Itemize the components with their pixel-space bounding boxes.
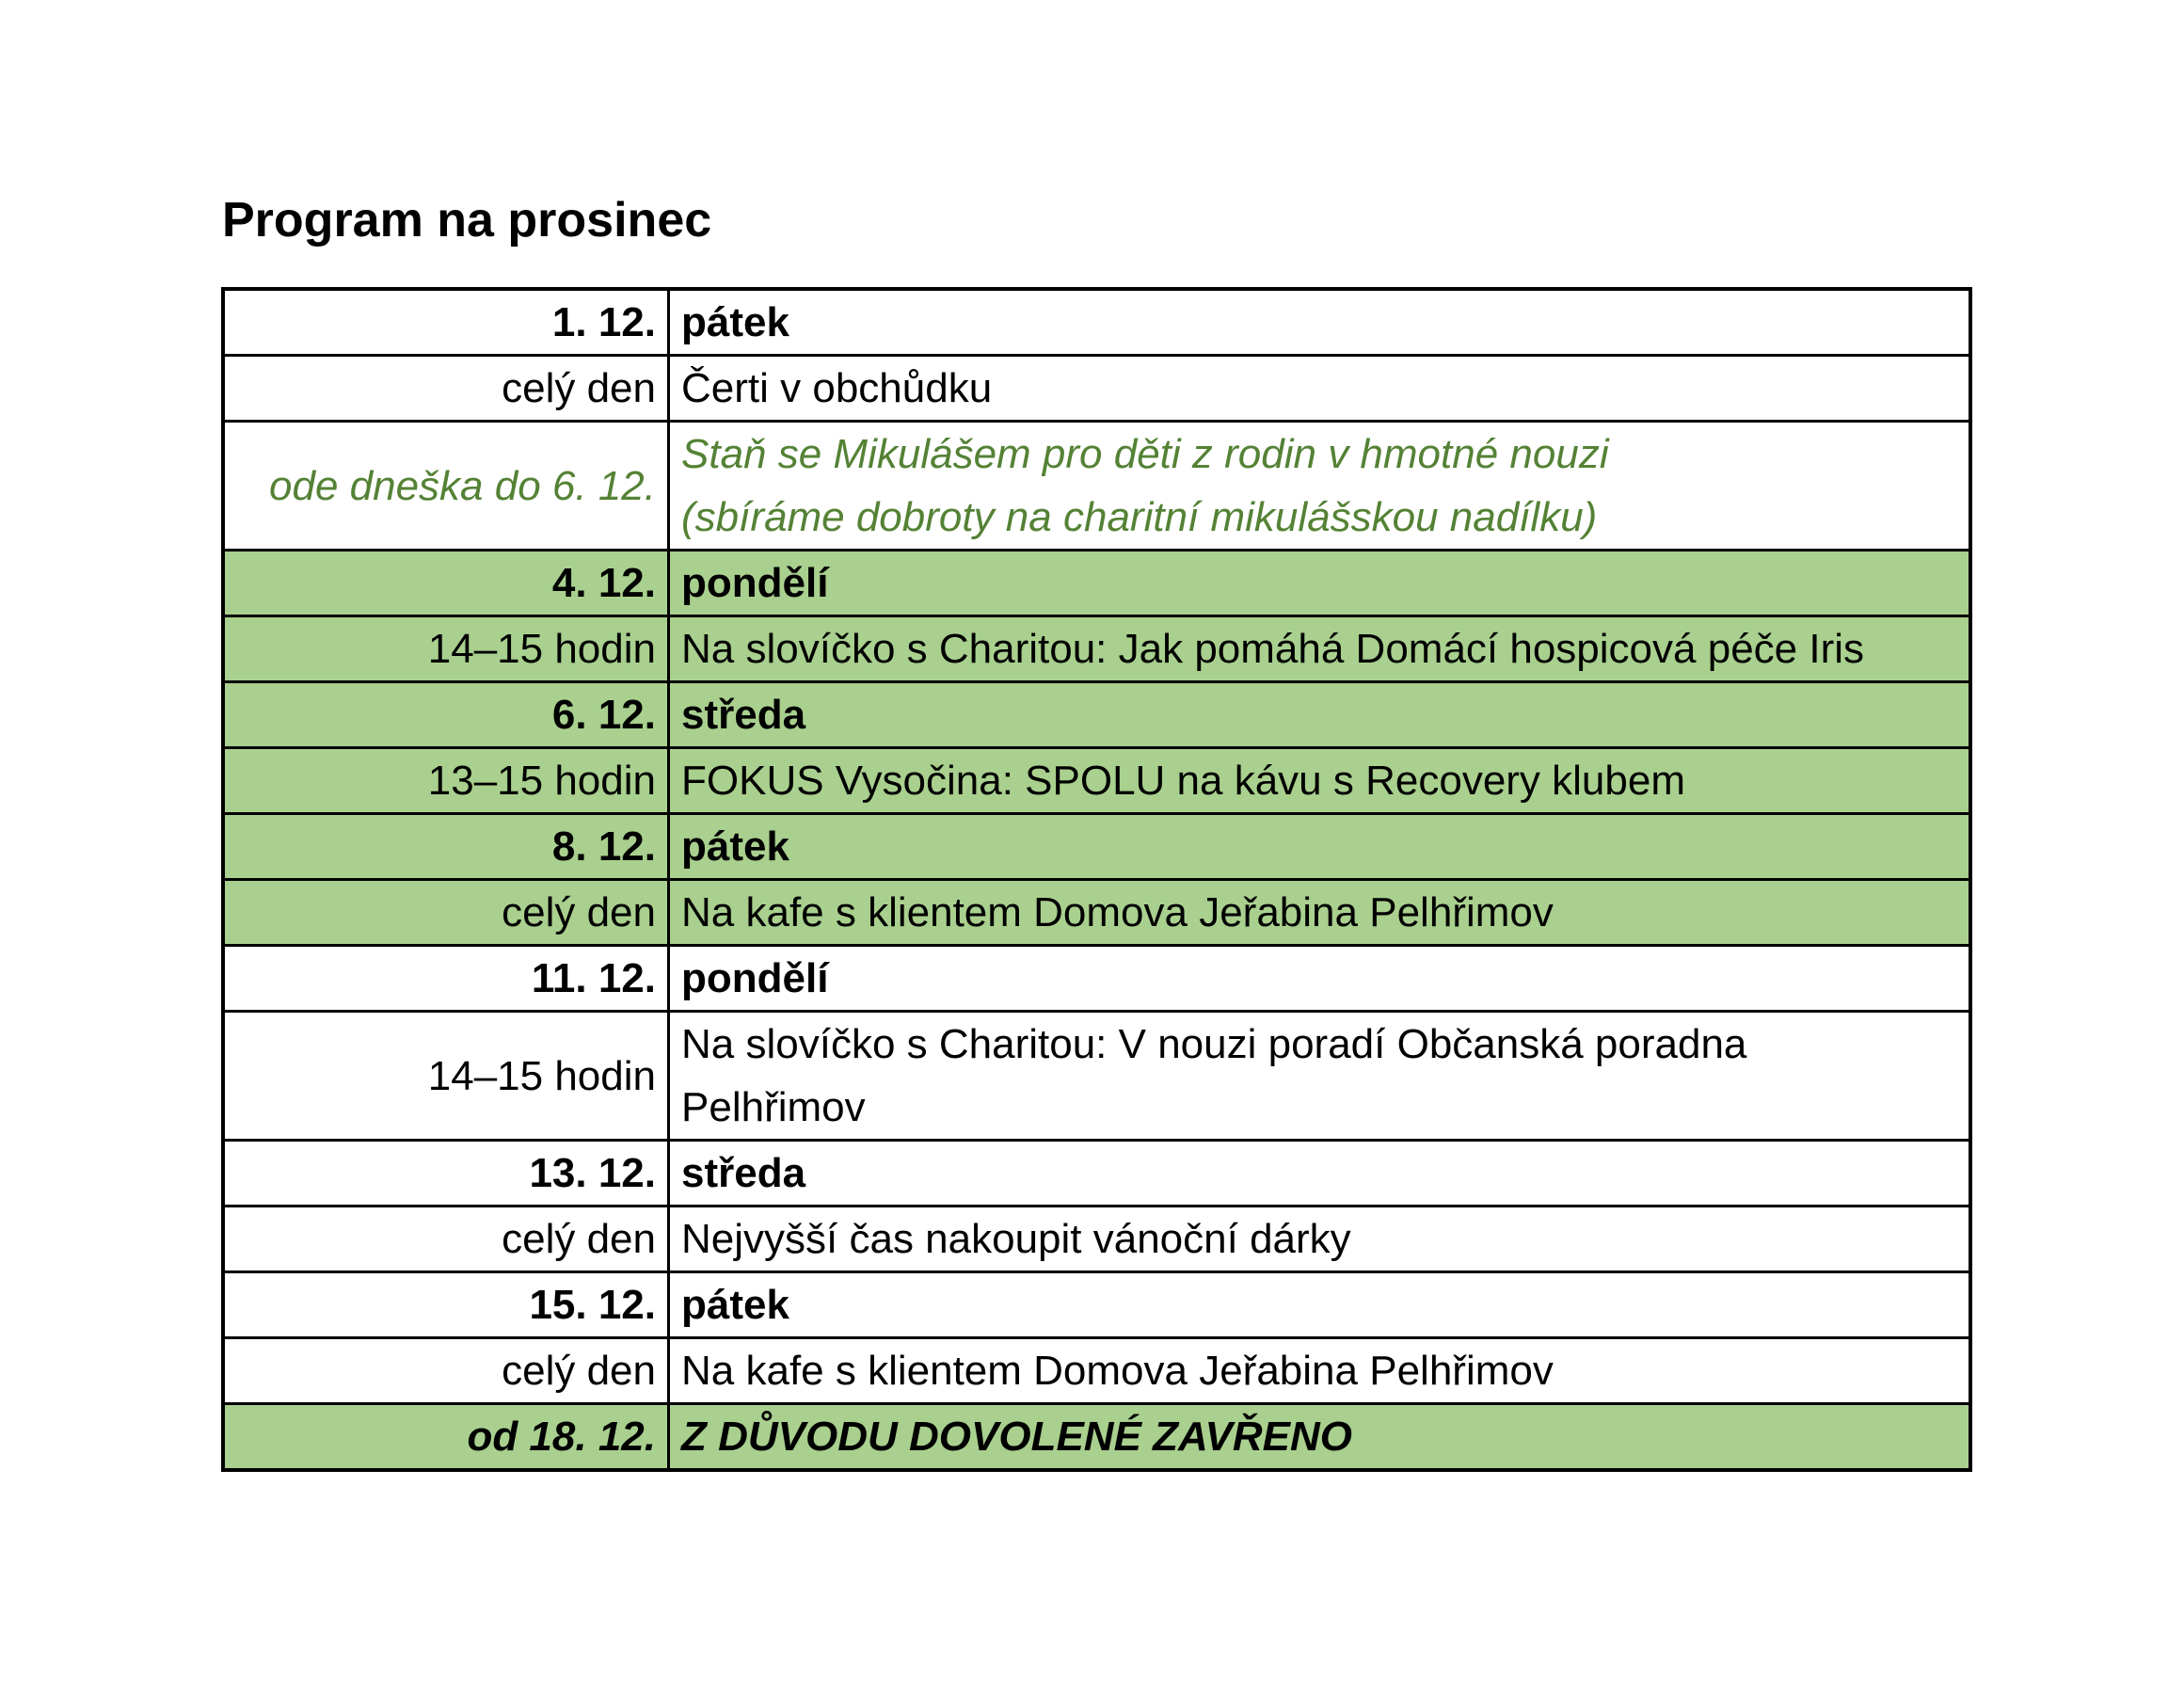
event-text-line: pondělí	[681, 955, 829, 1001]
date-cell: 4. 12.	[223, 551, 669, 616]
page-title: Program na prosinec	[222, 193, 712, 248]
event-text-line: pátek	[681, 823, 789, 870]
event-cell	[669, 748, 1971, 814]
event-row	[223, 356, 1970, 422]
event-text-line: středa	[681, 692, 806, 738]
event-row	[223, 616, 1970, 682]
event-text-line: Nejvyšší čas nakoupit vánoční dárky	[681, 1216, 1351, 1262]
event-text-line: Z DŮVODU DOVOLENÉ ZAVŘENO	[681, 1414, 1353, 1460]
time-cell: celý den	[223, 356, 669, 422]
date-cell: 11. 12.	[223, 946, 669, 1012]
time-cell: 13–15 hodin	[223, 748, 669, 814]
time-cell: 14–15 hodin	[223, 1012, 669, 1141]
date-cell: 1. 12.	[223, 289, 669, 356]
time-cell: celý den	[223, 1338, 669, 1404]
event-text-line: Pelhřimov	[681, 1084, 866, 1130]
event-cell	[669, 422, 1971, 551]
event-cell	[669, 1207, 1971, 1272]
event-cell	[669, 1338, 1971, 1404]
event-text-line: Na slovíčko s Charitou: Jak pomáhá Domácí hospicová péče Iris	[681, 626, 1865, 672]
time-cell: ode dneška do 6. 12.	[223, 422, 669, 551]
event-text-line: pondělí	[681, 560, 829, 606]
event-text-line: FOKUS Vysočina: SPOLU na kávu s Recovery klubem	[681, 758, 1685, 804]
weekday-cell	[669, 551, 1971, 616]
time-cell: od 18. 12.	[223, 1404, 669, 1471]
event-row	[223, 880, 1970, 946]
event-row	[223, 1207, 1970, 1272]
event-cell	[669, 1404, 1971, 1471]
day-header-row	[223, 1141, 1970, 1207]
weekday-cell	[669, 682, 1971, 748]
closed-notice-row	[223, 1404, 1970, 1471]
program-table-body	[223, 289, 1970, 1470]
event-cell	[669, 1012, 1971, 1141]
event-text-line: Čerti v obchůdku	[681, 365, 993, 411]
event-text-line: Na slovíčko s Charitou: V nouzi poradí Občanská poradna	[681, 1021, 1747, 1067]
date-cell: 8. 12.	[223, 814, 669, 880]
event-text-line: Na kafe s klientem Domova Jeřabina Pelhřimov	[681, 889, 1554, 935]
event-row	[223, 1012, 1970, 1141]
day-header-row	[223, 814, 1970, 880]
weekday-cell	[669, 814, 1971, 880]
day-header-row	[223, 1272, 1970, 1338]
day-header-row	[223, 551, 1970, 616]
event-cell	[669, 616, 1971, 682]
event-row	[223, 748, 1970, 814]
event-text-line: (sbíráme dobroty na charitní mikulášskou nadílku)	[681, 494, 1598, 540]
date-cell: 15. 12.	[223, 1272, 669, 1338]
date-cell: 13. 12.	[223, 1141, 669, 1207]
event-row	[223, 422, 1970, 551]
event-text-line: pátek	[681, 299, 789, 345]
weekday-cell	[669, 289, 1971, 356]
date-cell: 6. 12.	[223, 682, 669, 748]
program-table	[221, 287, 1972, 1472]
event-text-line: Staň se Mikulášem pro děti z rodin v hmotné nouzi	[681, 431, 1609, 477]
weekday-cell	[669, 1141, 1971, 1207]
weekday-cell	[669, 1272, 1971, 1338]
time-cell: celý den	[223, 1207, 669, 1272]
time-cell: 14–15 hodin	[223, 616, 669, 682]
event-text-line: Na kafe s klientem Domova Jeřabina Pelhřimov	[681, 1348, 1554, 1394]
day-header-row	[223, 289, 1970, 356]
day-header-row	[223, 682, 1970, 748]
day-header-row	[223, 946, 1970, 1012]
time-cell: celý den	[223, 880, 669, 946]
event-row	[223, 1338, 1970, 1404]
event-cell	[669, 356, 1971, 422]
weekday-cell	[669, 946, 1971, 1012]
event-cell	[669, 880, 1971, 946]
event-text-line: pátek	[681, 1282, 789, 1328]
event-text-line: středa	[681, 1150, 806, 1196]
